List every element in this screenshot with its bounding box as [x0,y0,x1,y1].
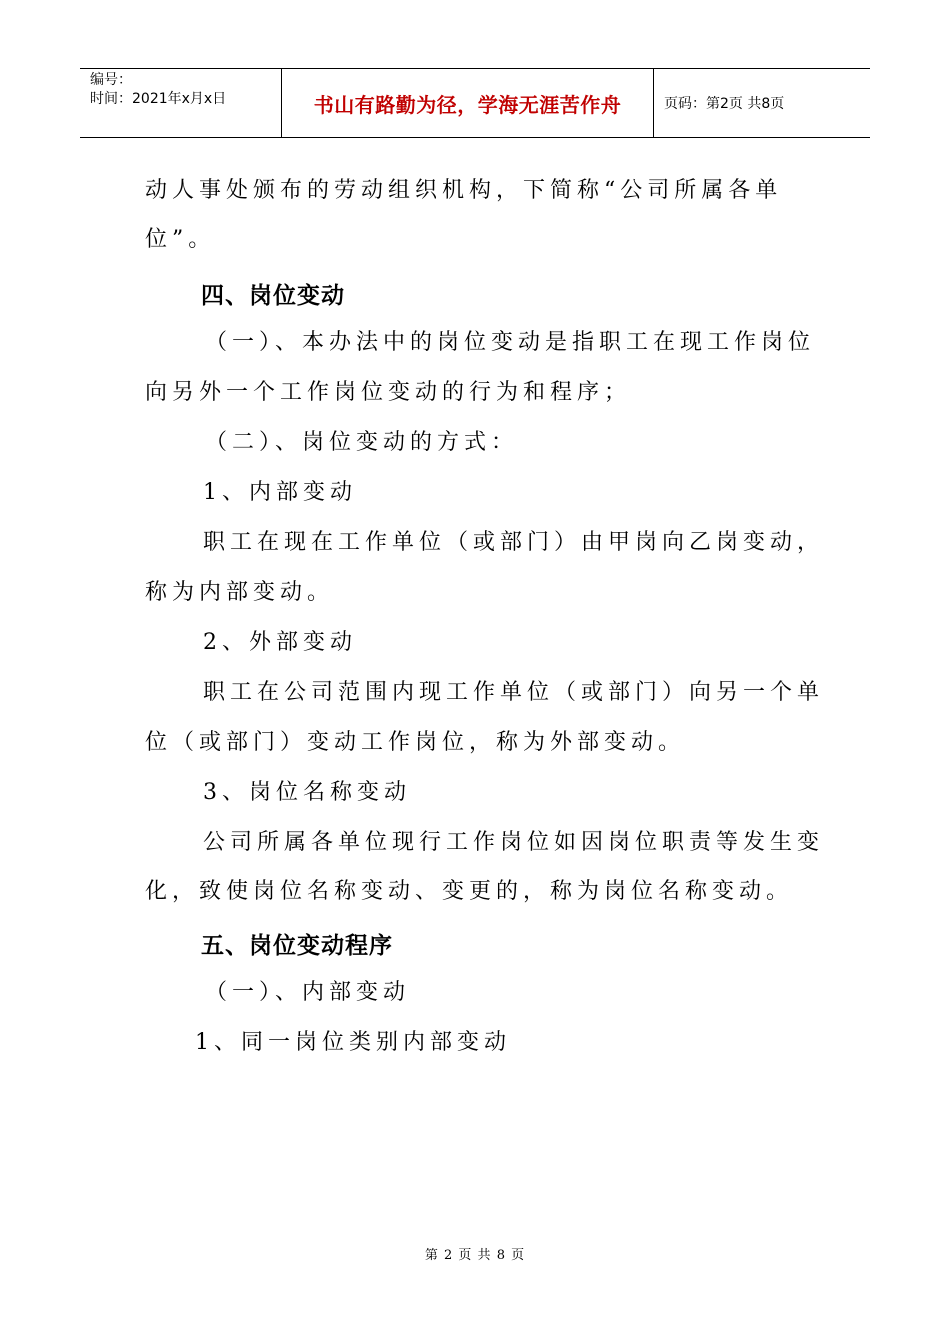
body-line: 化，致使岗位名称变动、变更的，称为岗位名称变动。 [145,879,794,904]
body-line: 位（或部门）变动工作岗位，称为外部变动。 [145,730,686,755]
number-label: 编号： [90,72,132,88]
body-line: 动人事处颁布的劳动组织机构，下简称“公司所属各单 [145,178,783,203]
body-line: 2、外部变动 [203,630,357,655]
body-line: （一）、内部变动 [205,980,411,1005]
page-footer: 第 2 页 共 8 页 [424,1248,526,1263]
section-heading: 五、岗位变动程序 [201,933,393,959]
body-line: 向另外一个工作岗位变动的行为和程序； [145,380,632,405]
header-page-info: 页码：第2页 共8页 [664,96,785,112]
header-motto: 书山有路勤为径，学海无涯苦作舟 [282,69,654,137]
body-line: 1、内部变动 [203,480,357,505]
body-line: 公司所属各单位现行工作岗位如因岗位职责等发生变 [203,830,825,855]
body-line: 位”。 [145,227,216,252]
body-line: 职工在现在工作单位（或部门）由甲岗向乙岗变动， [203,530,825,555]
time-label: 时间：2021年x月x日 [90,91,227,107]
body-line: （一）、本办法中的岗位变动是指职工在现工作岗位 [205,330,816,355]
section-heading: 四、岗位变动 [201,283,345,309]
body-line: 1、同一岗位类别内部变动 [195,1030,511,1055]
body-line: 3、岗位名称变动 [203,780,411,805]
document-header [80,68,870,138]
body-line: 称为内部变动。 [145,580,335,605]
body-line: 职工在公司范围内现工作单位（或部门）向另一个单 [203,680,825,705]
body-line: （二）、岗位变动的方式： [205,430,519,455]
header-meta [80,69,282,137]
